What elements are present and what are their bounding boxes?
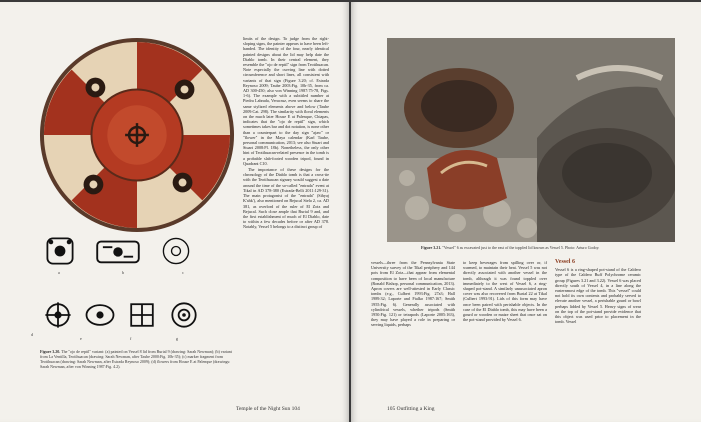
right-page (351, 2, 701, 422)
glyph-g-icon (166, 298, 202, 332)
glyph-row-bottom (40, 298, 216, 332)
glyph-a-icon (42, 234, 78, 268)
right-body-column-2 (463, 260, 547, 400)
glyph-row-top (42, 234, 208, 268)
page-footer-left: Temple of the Night Sun 104 (236, 406, 300, 412)
caption-label: Figure 3.20. (40, 349, 61, 354)
photo-caption-text: "Vessel" 6 as excavated just to the east of the toppled lid known as Vessel 5. Photo: Arturo Godoy. (442, 245, 600, 250)
body-paragraph: Vessel 6 is a ring-shaped pot-stand of the Caldero type of the Caldero Buff Polychrome ceramic group (Figures 3.21 and 3.22). Vessel 6 was placed directly south of Vessel 4, in a line along the easternmost edge of the tomb. This "vessel" could not hold its own contents and probably served to elevate another vessel, a perishable gourd or bowl perhaps lidded by Vessel 5. Heavy signs of wear on the top of the pot-stand provide evidence that this object was used prior to placement in the tomb. Vessel (555, 267, 641, 325)
glyph-label-c: c (182, 270, 184, 275)
glyph-label-a: a (58, 270, 60, 275)
body-paragraph: vessels—three from the Pennsylvania State University survey of the Tikal periphery and 144 pots from El Zotz—that appear from elemental composition to have been of local manufacture (Ronald Bishop, personal communication, 2013). Apron covers are well-attested in Early Classic tombs (e.g., Culbert 1993:Fig. 27a3; Hall 1989:32; Laporte and Fialko 1987:167; Smith 1955:Fig. 6). Generally associated with cylindrical vessels, whether tripods (Smith 1950:Fig. 121) or tetrapods (Laporte 2005:163), they may have played a role in preparing or serving liquids, perhaps (371, 260, 455, 328)
photo-caption-label: Figure 3.21. (421, 245, 442, 250)
right-body-column-3 (555, 260, 641, 400)
painted-plate-image (38, 36, 236, 234)
left-page (0, 2, 349, 422)
glyph-label-d: d (31, 332, 33, 337)
glyph-label-b: b (122, 270, 124, 275)
caption-text: The "ojo de reptil" variant: (a) painted on Vessel 8 lid from Burial 9 (drawing: Sarah Newman); (b) variant from La Ventilla, Teotihuacan (drawing: Sarah Newman, after Taube 2000:Fig. 10b-35); (c) marker fragment from Teotihuacan (drawing: Sarah Newman, after Estrada Reynoso 2009); (d) flowers from House E at Palenque (drawings: Sarah Newman, after von Winning 1987:Fig. 4.2). (40, 349, 232, 369)
glyph-f-icon (124, 298, 160, 332)
body-paragraph: The importance of these designs for the chronology of the Diablo tomb is that a cross-tie with the Teotihuacan signary would suggest a date around the time of the so-called "entrada" event at Tikal in AD 378-380 (Estrada-Belli 2011:129-31). The main protagonist of the "entrada" (Sihyaj K'ahk'), also mentioned on Bejucal Stela 2, ca. AD 381, as overlord of the ruler of El Zotz and Bejucal. Such close ample that Burial 9 and, and the first establishment of much of El Diablo, date to within a few decades before or after AD 378. Notably, Vessel 5 belongs to a distinct group of (243, 167, 329, 230)
excavation-photo (387, 38, 675, 242)
body-paragraph: limits of the design. To judge from the right-sloping signs, the painter appears to have been left-handed. The identity of the four, nearly identical painted designs about the lid may help date the Diablo tomb. In their central element, they resemble the "ojo de reptil" sign from Teotihuacan. Note especially the curving line with dotted circumference and short lines, all consistent with variants of that sign (Figure 3.20; cf. Estrada Reynoso 2009; Taube 2003:Fig. 10b-35, from ca. AD 300-450; also von Winning 1987:75-78, Figs. 1-6). The example with a subtitled number at Piedra Labrada, Veracruz, even seems to share the same stylized elements above and below (Taube 2009:Cat. 298). The similarity with floral elements on the much later House E at Palenque, Chiapas, indicates that the "ojo de reptil" sign, which sometimes takes bar and dot notation, is none other than a counterpart to the day sign "ajaw" or "flower" in the Maya calendar (Karl Taube, personal communication, 2013; see also Stuart and Stuart 2008:Pl. 18b). Nonetheless, the only other hint of Teotihuacan-related presence in the tomb is a probable slab-footed wooden tripod, found in Quadrant C10. (243, 36, 329, 166)
body-paragraph: to keep beverages from spilling over or, if warmed, to maintain their heat. Vessel 5 was not directly associated with another vessel in the tomb, although it was found toppled over immediately to the west of Vessel 6, a ring-shaped pot-stand. A similarly unassociated apron cover was also recovered from Burial 22 at Tikal (Culbert 1993:91). Lids of this form may have once been paired with perishable objects. In the case of the El Diablo tomb, this may have been a gourd or wooden or maize sheet that once sat on the pot-stand provided by Vessel 6. (463, 260, 547, 323)
glyph-label-g: g (176, 336, 178, 341)
right-body-column-1 (371, 260, 455, 400)
page-footer-right: 105 Outfitting a King (387, 406, 435, 412)
glyph-e-icon (82, 298, 118, 332)
glyph-label-f: f (130, 336, 132, 341)
glyph-c-icon (158, 234, 194, 268)
section-heading: Vessel 6 (555, 259, 575, 265)
glyph-d-icon (40, 298, 76, 332)
figure-caption-3-21 (421, 246, 681, 251)
left-body-column (243, 36, 329, 386)
glyph-b-icon (92, 234, 144, 268)
figure-caption-3-20 (40, 350, 240, 370)
glyph-label-e: e (80, 336, 82, 341)
